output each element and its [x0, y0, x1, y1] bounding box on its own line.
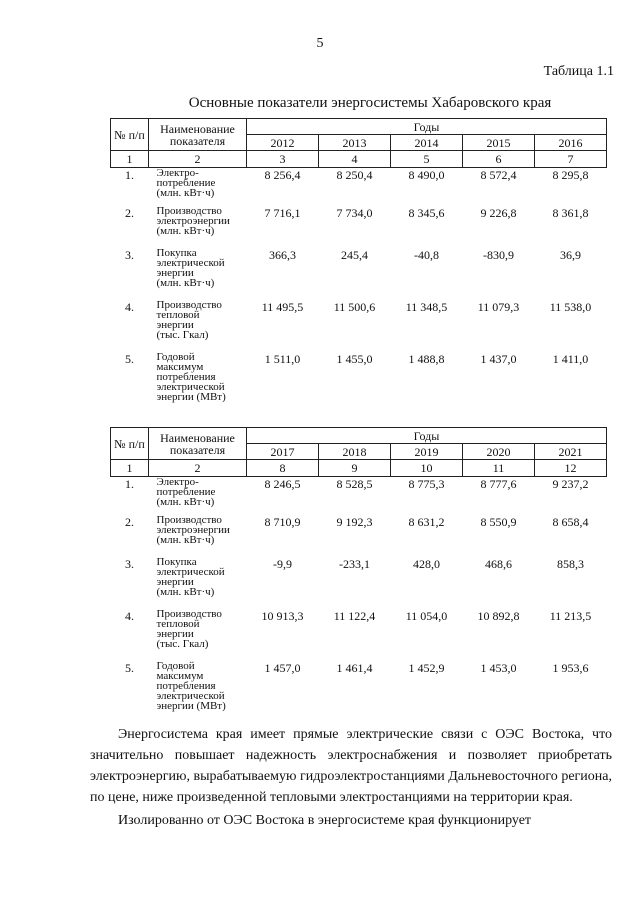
value-cell: 10 913,3 — [261, 608, 304, 623]
col-number: 2 — [149, 460, 247, 477]
value-cell: 1 953,6 — [552, 660, 589, 675]
col-number: 3 — [247, 151, 319, 168]
indicator-name: Производство электроэнергии (млн. кВт·ч) — [156, 513, 230, 546]
value-cell: 1 488,8 — [408, 351, 445, 366]
value-cell: 7 734,0 — [336, 205, 373, 220]
table-row — [111, 609, 607, 661]
value-cell: 1 455,0 — [336, 351, 373, 366]
indicator-name: Годовой максимум потребления электрической энергии (МВт) — [156, 659, 226, 712]
value-cell: 8 246,5 — [264, 477, 301, 491]
indicator-name: Производство тепловой энергии (тыс. Гкал) — [156, 298, 222, 341]
indicator-name: Электро- потребление (млн. кВт·ч) — [156, 167, 216, 199]
value-cell: 8 775,3 — [408, 477, 445, 491]
value-cell: -40,8 — [414, 247, 439, 262]
body-paragraph-2 — [90, 810, 612, 831]
value-cell: 366,3 — [269, 247, 296, 262]
value-cell: -233,1 — [339, 556, 370, 571]
value-cell: 8 631,2 — [408, 514, 445, 529]
value-cell: 8 256,4 — [264, 168, 301, 182]
year-cell: 2013 — [319, 135, 391, 151]
indicator-name: Производство электроэнергии (млн. кВт·ч) — [156, 204, 230, 237]
col-number: 1 — [111, 151, 149, 168]
indicator-name: Покупка электрической энергии (млн. кВт·ч) — [156, 555, 225, 598]
col-number: 4 — [319, 151, 391, 168]
value-cell: 11 213,5 — [549, 608, 592, 623]
col-number: 5 — [391, 151, 463, 168]
value-cell: 1 437,0 — [480, 351, 517, 366]
value-cell: 36,9 — [560, 247, 581, 262]
col-number: 6 — [463, 151, 535, 168]
year-cell: 2016 — [535, 135, 607, 151]
header-years: Годы — [247, 428, 607, 444]
value-cell: 8 490,0 — [408, 168, 445, 182]
col-number: 1 — [111, 460, 149, 477]
value-cell: 7 716,1 — [264, 205, 301, 220]
value-cell: 10 892,8 — [477, 608, 520, 623]
value-cell: 1 457,0 — [264, 660, 301, 675]
value-cell: 8 658,4 — [552, 514, 589, 529]
value-cell: 11 500,6 — [333, 299, 376, 314]
year-cell: 2019 — [391, 444, 463, 460]
year-cell: 2012 — [247, 135, 319, 151]
value-cell: 8 710,9 — [264, 514, 301, 529]
value-cell: 11 348,5 — [405, 299, 448, 314]
value-cell: 11 079,3 — [477, 299, 520, 314]
table-title: Основные показатели энергосистемы Хабаровского края — [188, 95, 552, 111]
row-number: 2. — [125, 205, 134, 220]
col-number: 11 — [463, 460, 535, 477]
year-cell: 2017 — [247, 444, 319, 460]
year-cell: 2020 — [463, 444, 535, 460]
table-row — [111, 168, 607, 206]
value-cell: 11 122,4 — [333, 608, 376, 623]
value-cell: 9 192,3 — [336, 514, 373, 529]
value-cell: 858,3 — [557, 556, 584, 571]
body-paragraph-1-text: Энергосистема края имеет прямые электрические связи с ОЭС Востока, что значительно повышает надежность электроснабжения и позволяет приобретать электроэнергию, вырабатываемую гидроэлектростанциями Дальневосточного региона, по цене, ниже произведенной тепловыми электростанциями на территории края. — [90, 727, 612, 805]
indicator-name: Электро- потребление (млн. кВт·ч) — [156, 476, 216, 508]
col-number: 10 — [391, 460, 463, 477]
value-cell: 8 777,6 — [480, 477, 517, 491]
value-cell: 1 411,0 — [552, 351, 589, 366]
row-number: 1. — [125, 168, 134, 182]
value-cell: 428,0 — [413, 556, 440, 571]
table-row — [111, 248, 607, 300]
table-row — [111, 206, 607, 248]
col-number: 12 — [535, 460, 607, 477]
col-number: 2 — [149, 151, 247, 168]
year-cell: 2015 — [463, 135, 535, 151]
page-number: 5 — [316, 36, 324, 51]
value-cell: 245,4 — [341, 247, 368, 262]
value-cell: 8 572,4 — [480, 168, 517, 182]
row-number: 5. — [125, 351, 134, 366]
value-cell: 8 528,5 — [336, 477, 373, 491]
value-cell: 1 452,9 — [408, 660, 445, 675]
row-number: 3. — [125, 247, 134, 262]
header-name: Наименование показателя — [149, 428, 247, 460]
header-num: № п/п — [111, 119, 149, 151]
col-number: 8 — [247, 460, 319, 477]
body-paragraph-2-text: Изолированно от ОЭС Востока в энергосистеме края функционирует — [118, 813, 532, 828]
value-cell: 1 453,0 — [480, 660, 517, 675]
indicator-name: Производство тепловой энергии (тыс. Гкал) — [156, 607, 222, 650]
value-cell: 8 250,4 — [336, 168, 373, 182]
value-cell: 9 237,2 — [552, 477, 589, 491]
value-cell: 1 461,4 — [336, 660, 373, 675]
value-cell: 8 550,9 — [480, 514, 517, 529]
table-row — [111, 515, 607, 557]
header-years: Годы — [247, 119, 607, 135]
header-name: Наименование показателя — [149, 119, 247, 151]
row-number: 3. — [125, 556, 134, 571]
value-cell: -9,9 — [273, 556, 292, 571]
value-cell: 11 538,0 — [549, 299, 592, 314]
row-number: 5. — [125, 660, 134, 675]
table-row — [111, 661, 607, 723]
value-cell: 1 511,0 — [264, 351, 301, 366]
table-row — [111, 557, 607, 609]
value-cell: 9 226,8 — [480, 205, 517, 220]
row-number: 4. — [125, 608, 134, 623]
table-label: Таблица 1.1 — [543, 64, 614, 79]
value-cell: 11 495,5 — [261, 299, 304, 314]
header-num: № п/п — [111, 428, 149, 460]
row-number: 1. — [125, 477, 134, 491]
body-paragraph-1 — [90, 724, 612, 808]
value-cell: 468,6 — [485, 556, 512, 571]
col-number: 9 — [319, 460, 391, 477]
value-cell: -830,9 — [483, 247, 514, 262]
row-number: 4. — [125, 299, 134, 314]
indicators-table-2017-2021 — [110, 427, 607, 723]
table-row — [111, 477, 607, 515]
table-row — [111, 300, 607, 352]
year-cell: 2014 — [391, 135, 463, 151]
value-cell: 11 054,0 — [405, 608, 448, 623]
value-cell: 8 295,8 — [552, 168, 589, 182]
value-cell: 8 345,6 — [408, 205, 445, 220]
year-cell: 2021 — [535, 444, 607, 460]
col-number: 7 — [535, 151, 607, 168]
row-number: 2. — [125, 514, 134, 529]
indicator-name: Покупка электрической энергии (млн. кВт·ч) — [156, 246, 225, 289]
indicators-table-2012-2016 — [110, 118, 607, 414]
indicator-name: Годовой максимум потребления электрической энергии (МВт) — [156, 350, 226, 403]
table-row — [111, 352, 607, 414]
year-cell: 2018 — [319, 444, 391, 460]
value-cell: 8 361,8 — [552, 205, 589, 220]
